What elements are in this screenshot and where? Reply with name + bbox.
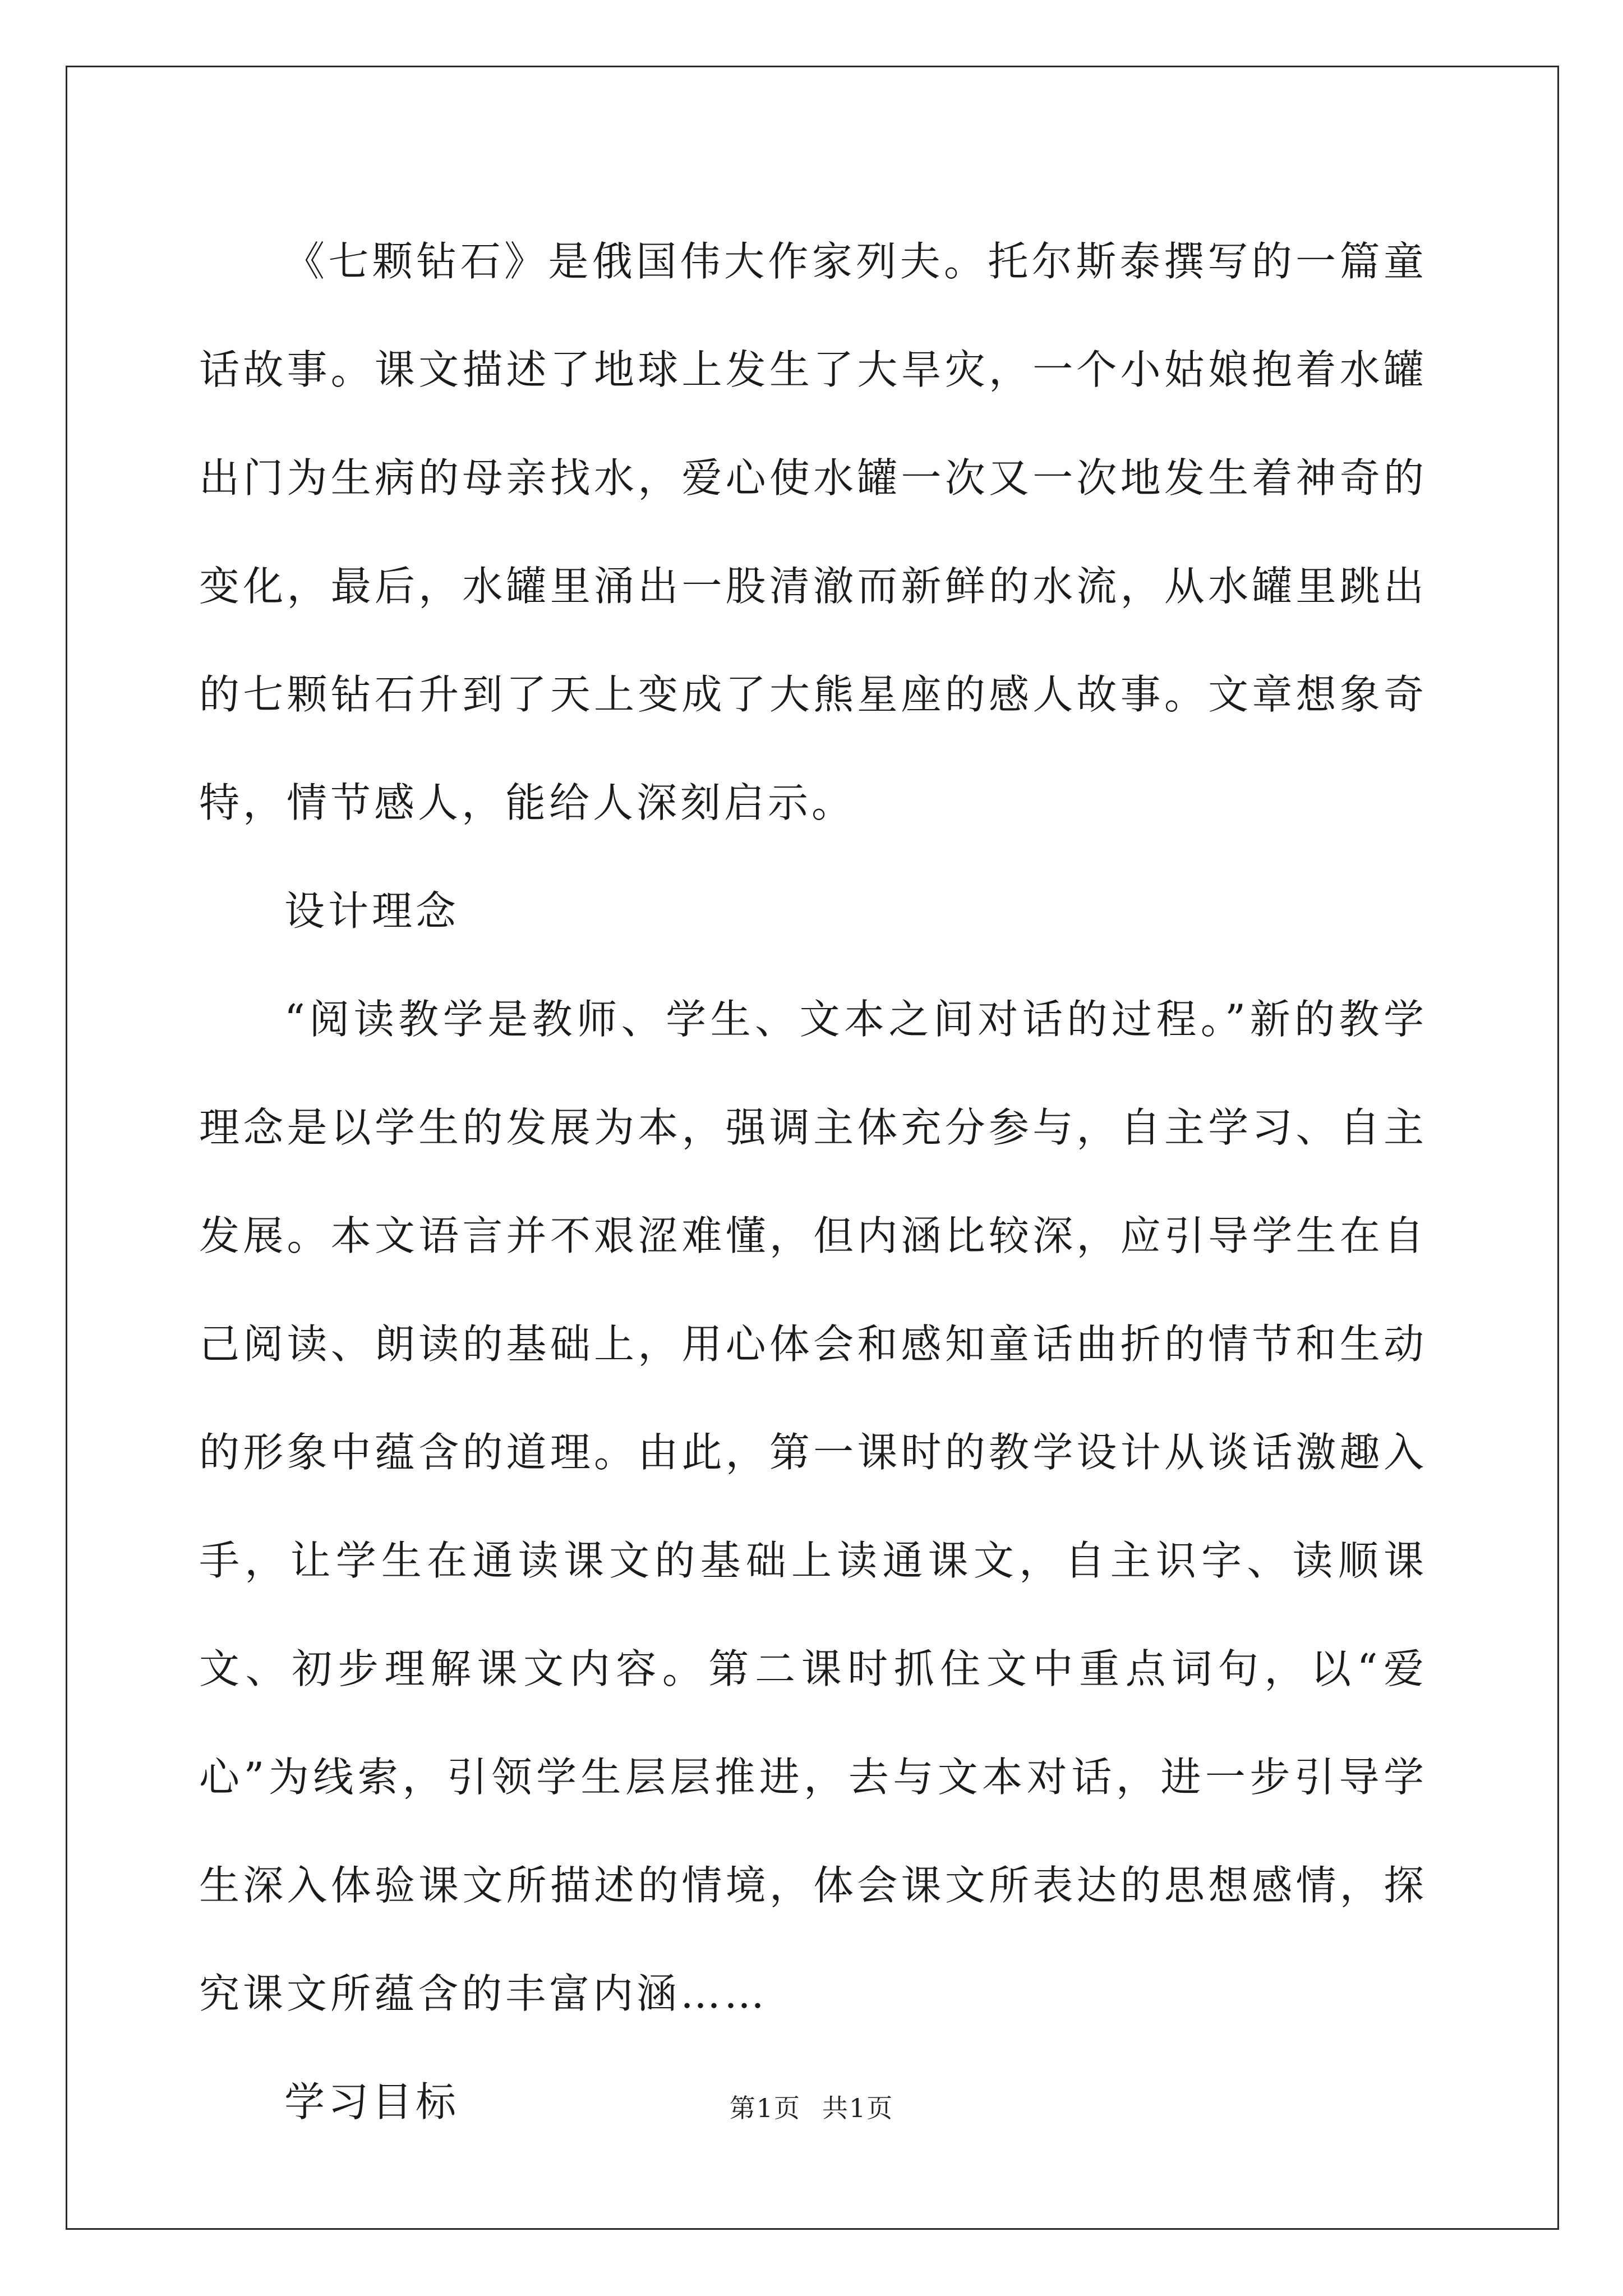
design-concept-paragraph: “阅读教学是教师、学生、文本之间对话的过程。”新的教学理念是以学生的发展为本，强调主体充分参与，自主学习、自主发展。本文语言并不艰涩难懂，但内涵比较深，应引导学生在自己阅读、朗读的基础上，用心体会和感知童话曲折的情节和生动的形象中蕴含的道理。由此，第一课时的教学设计从谈话激趣入手，让学生在通读课文的基础上读通课文，自主识字、读顺课文、初步理解课文内容。第二课时抓住文中重点词句，以“爱心”为线索，引领学生层层推进，去与文本对话，进一步引导学生深入体验课文所描述的情境，体会课文所表达的思想感情，探究课文所蕴含的丰富内涵…… xyxy=(199,996,1427,2017)
page-number: 第1页 xyxy=(729,2093,801,2123)
document-body xyxy=(199,208,1427,2156)
section-heading-learning-goals: 学习目标 xyxy=(284,2078,460,2125)
section-heading-design-concept: 设计理念 xyxy=(284,887,460,935)
page-footer xyxy=(0,2088,1623,2125)
intro-paragraph: 《七颗钻石》是俄国伟大作家列夫。托尔斯泰撰写的一篇童话故事。课文描述了地球上发生了大旱灾，一个小姑娘抱着水罐出门为生病的母亲找水，爱心使水罐一次又一次地发生着神奇的变化，最后，水罐里涌出一股清澈而新鲜的水流，从水罐里跳出的七颗钻石升到了天上变成了大熊星座的感人故事。文章想象奇特，情节感人，能给人深刻启示。 xyxy=(199,238,1427,826)
page-total: 共1页 xyxy=(822,2093,894,2123)
